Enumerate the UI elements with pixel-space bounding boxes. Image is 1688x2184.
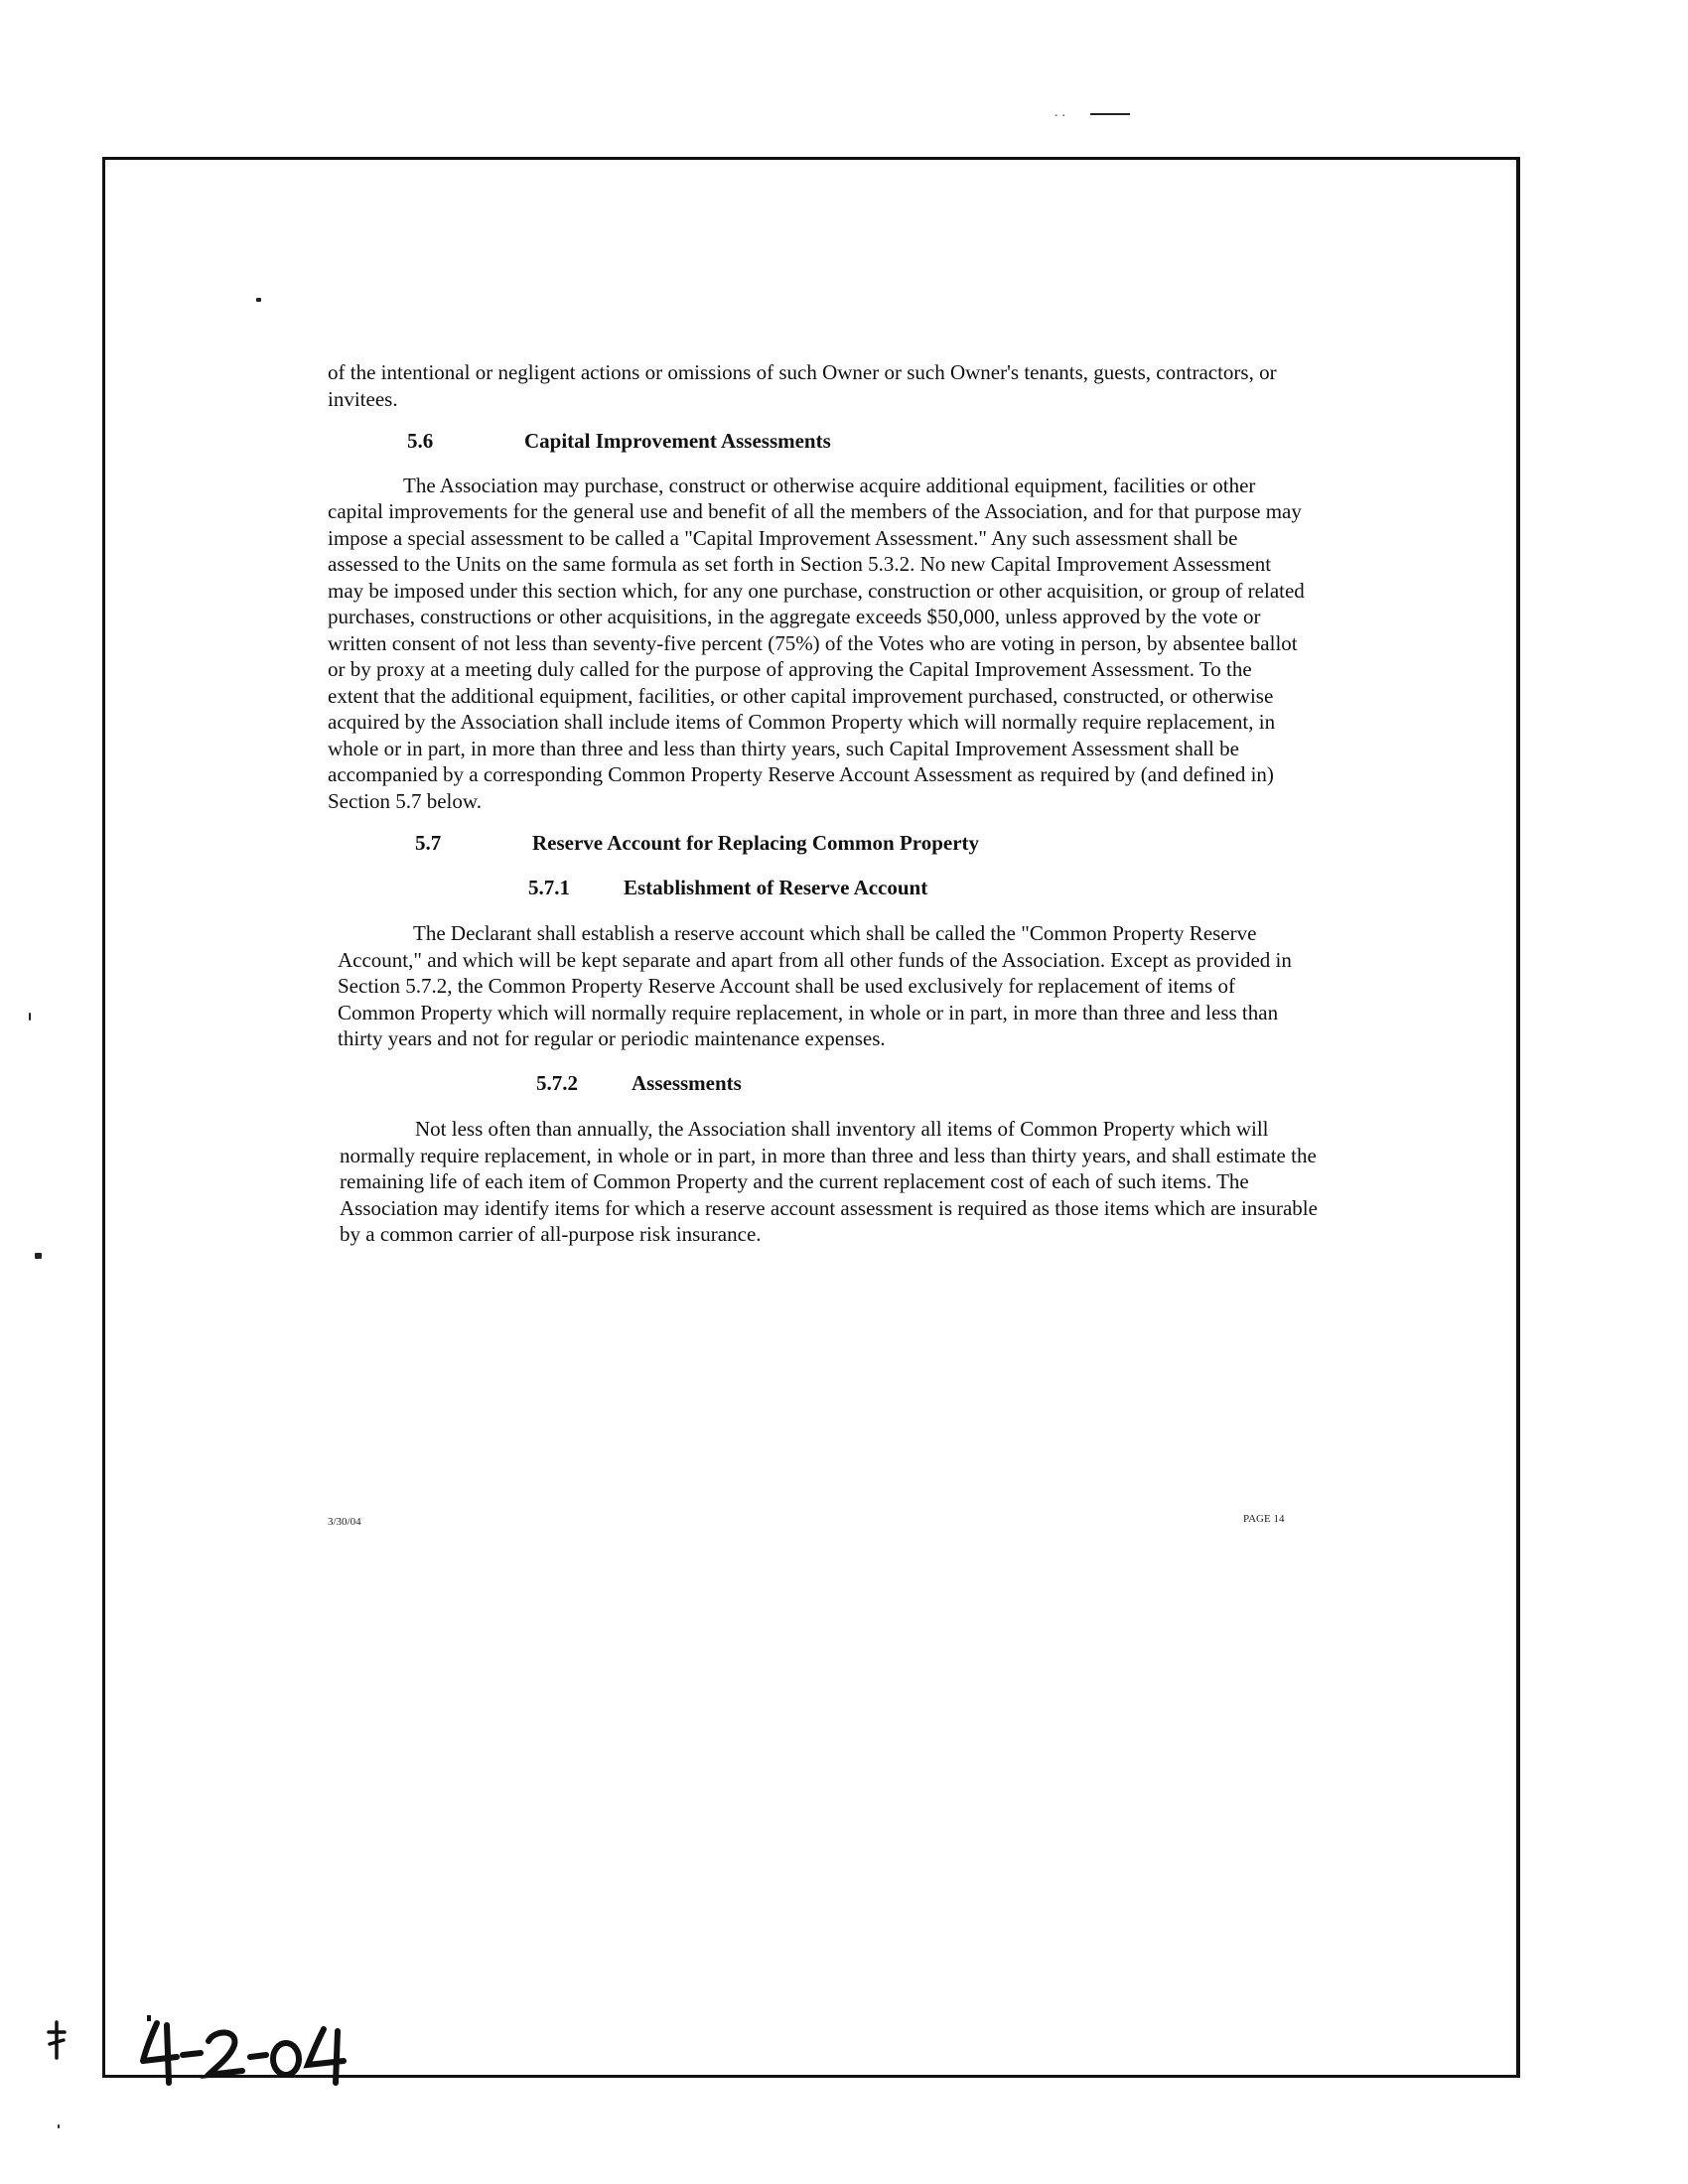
section-5-7-2-paragraph: Not less often than annually, the Association shall inventory all items of Common Property which will normally require replacement, in whole or in part, in more than three and less than thirty years, and shall estimate the remaining life of each item of Common Property and the current replacement cost of each of such items. The Association may identify items for which a reserve account assessment is required as those items which are insurable by a common carrier of all-purpose risk insurance. (340, 1117, 1318, 1246)
section-5-7-heading (415, 830, 1321, 857)
section-5-7-1-paragraph: The Declarant shall establish a reserve account which shall be called the "Common Property Reserve Account," and which will be kept separate and apart from all other funds of the Association. Except as provided in Section 5.7.2, the Common Property Reserve Account shall be used exclusively for replacement of items of Common Property which will normally require replacement, in whole or in part, in more than three and less than thirty years and not for regular or periodic maintenance expenses. (338, 921, 1292, 1050)
footer-date: 3/30/04 (328, 1516, 361, 1528)
section-number: 5.7 (415, 831, 442, 855)
section-5-7-1-heading (528, 875, 1321, 901)
section-5-6-paragraph: The Association may purchase, construct or otherwise acquire additional equipment, facilities or other capital improvements for the general use and benefit of all the members of the Association, and for that purpose may impose a special assessment to be called a "Capital Improvement Assessment." Any such assessment shall be assessed to the Units on the same formula as set forth in Section 5.3.2. No new Capital Improvement Assessment may be imposed under this section which, for any one purchase, construction or other acquisition, or group of related purchases, constructions or other acquisitions, in the aggregate exceeds $50,000, unless approved by the vote or written consent of not less than seventy-five percent (75%) of the Votes who are voting in person, by absentee ballot or by proxy at a meeting duly called for the purpose of approving the Capital Improvement Assessment. To the extent that the additional equipment, facilities, or other capital improvement purchased, constructed, or otherwise acquired by the Association shall include items of Common Property which will normally require replacement, in whole or in part, in more than three and less than thirty years, such Capital Improvement Assessment shall be accompanied by a corresponding Common Property Reserve Account Assessment as required by (and defined in) Section 5.7 below. (328, 473, 1305, 813)
intro-paragraph: of the intentional or negligent actions or omissions of such Owner or such Owner's tenants, guests, contractors, or invitees. (328, 360, 1277, 411)
scan-artifact-dots: .. (1055, 105, 1069, 120)
scan-speck (256, 298, 261, 302)
scan-artifact-dash (1090, 113, 1130, 115)
handwritten-margin-mark (44, 2020, 70, 2060)
document-body (328, 359, 1321, 1248)
handwritten-date (139, 2015, 357, 2087)
section-number: 5.7.2 (536, 1070, 578, 1095)
section-number: 5.7.1 (528, 875, 570, 899)
scan-speck (35, 1253, 42, 1259)
section-title: Reserve Account for Replacing Common Property (532, 831, 980, 855)
scan-speck (29, 1013, 31, 1021)
section-5-6-heading (407, 428, 1321, 455)
section-5-7-2-heading (536, 1070, 1321, 1097)
section-number: 5.6 (407, 429, 434, 453)
footer-page-number: PAGE 14 (1243, 1513, 1285, 1525)
section-title: Capital Improvement Assessments (524, 429, 831, 453)
section-title: Assessments (632, 1070, 742, 1095)
section-title: Establishment of Reserve Account (624, 875, 928, 899)
scan-speck (58, 2124, 60, 2128)
